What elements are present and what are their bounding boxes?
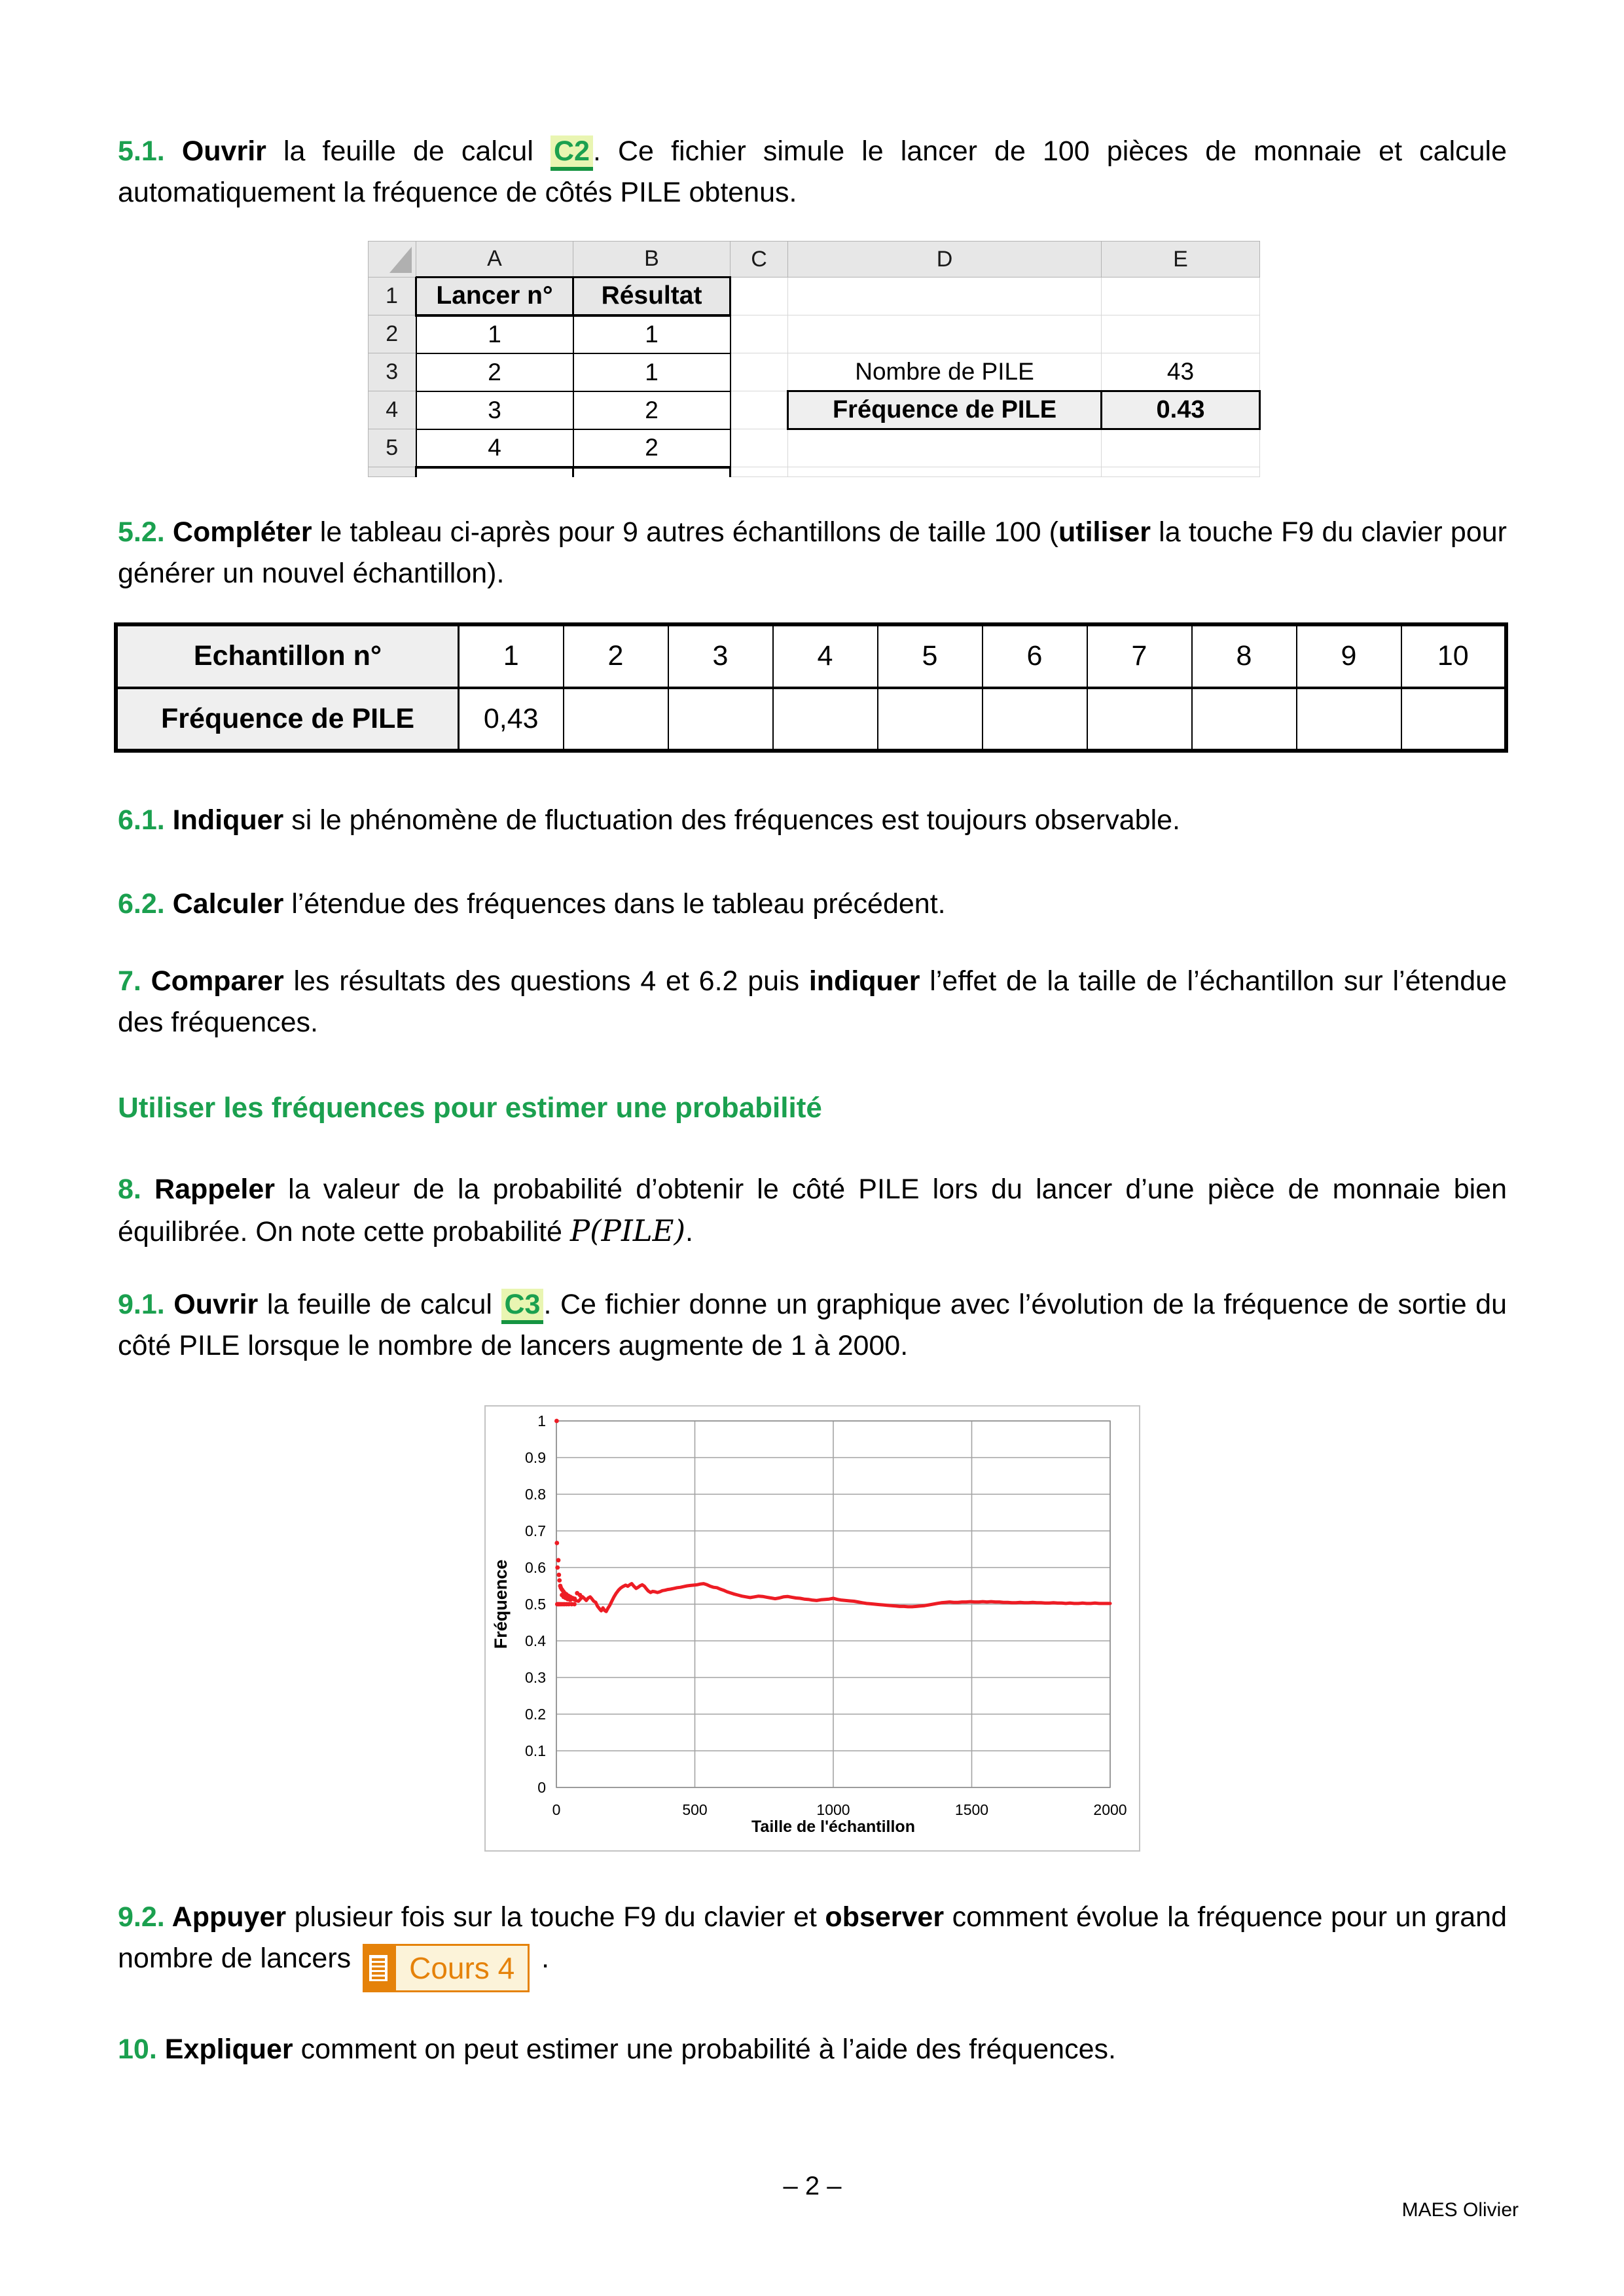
verb: observer (825, 1901, 945, 1933)
column-header-b: B (573, 242, 731, 278)
verb: Compléter (172, 516, 312, 548)
svg-text:0.8: 0.8 (525, 1486, 546, 1503)
frequency-value: 0,43 (459, 688, 564, 751)
x-axis-title: Taille de l'échantillon (751, 1818, 915, 1836)
author-name: MAES Olivier (1401, 2199, 1519, 2221)
question-number: 9.2. (118, 1901, 172, 1933)
cours4-badge[interactable] (363, 1944, 530, 1992)
frequency-value-empty[interactable] (1192, 688, 1297, 751)
sample-number: 2 (564, 625, 668, 688)
svg-text:0.7: 0.7 (525, 1522, 546, 1539)
frequency-value-empty[interactable] (773, 688, 878, 751)
sample-number: 9 (1297, 625, 1401, 688)
text: la valeur de la probabilité d’obtenir le côté PILE lors du lancer d’une pièce de monnaie bien équilibrée. On note cette probabilité (118, 1174, 1507, 1247)
text: . (685, 1216, 693, 1247)
text: le tableau ci-après pour 9 autres échantillons de taille 100 ( (312, 516, 1058, 548)
column-header-c: C (731, 242, 788, 278)
badge-label: Cours 4 (394, 1944, 530, 1992)
sample-number: 4 (773, 625, 878, 688)
column-header-a: A (416, 242, 573, 278)
text: si le phénomène de fluctuation des fréquences est toujours observable. (283, 804, 1180, 836)
verb: Expliquer (164, 2034, 293, 2065)
y-axis-title: Fréquence (491, 1559, 511, 1649)
svg-text:0.5: 0.5 (525, 1596, 546, 1613)
verb: utiliser (1058, 516, 1151, 548)
file-ref-c2[interactable]: C2 (550, 135, 593, 171)
cell-d3: Nombre de PILE (788, 353, 1102, 391)
chart-canvas (486, 1407, 1139, 1850)
text: comment on peut estimer une probabilité à l’aide des fréquences. (293, 2034, 1116, 2065)
svg-text:0.4: 0.4 (525, 1632, 546, 1649)
question-number: 6.1. (118, 804, 173, 836)
verb: Ouvrir (173, 1289, 259, 1320)
cell-a4: 3 (416, 391, 573, 429)
paragraph-5-1 (118, 131, 1507, 213)
verb: Rappeler (154, 1174, 276, 1205)
sample-number: 6 (983, 625, 1087, 688)
paragraph-6-1 (118, 800, 1507, 841)
cell-a1: Lancer n° (416, 278, 573, 315)
svg-text:1500: 1500 (954, 1801, 989, 1818)
paragraph-5-2 (118, 512, 1507, 594)
question-number: 8. (118, 1174, 155, 1205)
cell-b3: 1 (573, 353, 731, 391)
svg-text:0: 0 (552, 1801, 561, 1818)
column-header-e: E (1102, 242, 1260, 278)
question-number: 5.1. (118, 135, 182, 167)
cell-b2: 1 (573, 315, 731, 353)
frequency-chart (484, 1405, 1140, 1852)
row-header-4: 4 (369, 391, 416, 429)
plot-area (525, 1412, 1127, 1818)
cell-e4: 0.43 (1102, 391, 1260, 429)
question-number: 5.2. (118, 516, 173, 548)
question-number: 7. (118, 965, 151, 997)
frequency-value-empty[interactable] (983, 688, 1087, 751)
verb: Indiquer (172, 804, 284, 836)
paragraph-6-2 (118, 884, 1507, 925)
table-header-label: Echantillon n° (117, 625, 459, 688)
text: comment évolue la fréquence pour un grand nombre de lancers (118, 1901, 1507, 1974)
text: l’effet de la taille de l’échantillon sur l’étendue des fréquences. (118, 965, 1507, 1038)
svg-text:0.3: 0.3 (525, 1669, 546, 1686)
cell-b4: 2 (573, 391, 731, 429)
svg-text:1000: 1000 (816, 1801, 850, 1818)
sample-number: 5 (878, 625, 983, 688)
row-header-partial (369, 467, 416, 477)
select-all-corner (369, 242, 416, 278)
table-row-label: Fréquence de PILE (117, 688, 459, 751)
sample-number: 7 (1087, 625, 1192, 688)
verb: Appuyer (171, 1901, 287, 1933)
svg-text:1: 1 (537, 1412, 546, 1429)
text: la feuille de calcul (258, 1289, 501, 1320)
probability-notation: P(PILE) (569, 1213, 686, 1248)
document-icon (363, 1944, 394, 1992)
text: les résultats des questions 4 et 6.2 puis (283, 965, 809, 997)
svg-text:2000: 2000 (1093, 1801, 1127, 1818)
cell-d4: Fréquence de PILE (788, 391, 1102, 429)
text: la feuille de calcul (266, 135, 550, 167)
text: l’étendue des fréquences dans le tableau précédent. (283, 888, 946, 920)
paragraph-10 (118, 2029, 1507, 2070)
file-ref-c3[interactable]: C3 (501, 1289, 544, 1324)
text: plusieur fois sur la touche F9 du clavier et (286, 1901, 825, 1933)
question-number: 9.1. (118, 1289, 174, 1320)
svg-text:0: 0 (537, 1779, 546, 1796)
sample-number: 1 (459, 625, 564, 688)
cell-a3: 2 (416, 353, 573, 391)
paragraph-9-1 (118, 1284, 1507, 1367)
frequency-value-empty[interactable] (564, 688, 668, 751)
row-header-1: 1 (369, 278, 416, 315)
verb: Ouvrir (181, 135, 266, 167)
cell-b1: Résultat (573, 278, 731, 315)
question-number: 6.2. (118, 888, 173, 920)
paragraph-8 (118, 1169, 1507, 1253)
question-number: 10. (118, 2034, 165, 2065)
frequency-value-empty[interactable] (1297, 688, 1401, 751)
svg-text:0.6: 0.6 (525, 1559, 546, 1576)
cell-a5: 4 (416, 429, 573, 467)
row-header-2: 2 (369, 315, 416, 353)
corner-triangle-icon (389, 247, 412, 273)
svg-text:0.2: 0.2 (525, 1706, 546, 1723)
verb: Comparer (151, 965, 284, 997)
paragraph-9-2 (118, 1897, 1507, 1992)
cell-b5: 2 (573, 429, 731, 467)
frequency-value-empty[interactable] (1087, 688, 1192, 751)
text: . Ce fichier donne un graphique avec l’évolution de la fréquence de sortie du côté PILE lorsque le nombre de lancers augmente de 1 à 2000. (118, 1289, 1507, 1361)
row-header-3: 3 (369, 353, 416, 391)
text: la touche F9 du clavier pour générer un nouvel échantillon). (118, 516, 1507, 589)
svg-text:0.1: 0.1 (525, 1742, 546, 1759)
section-heading: Utiliser les fréquences pour estimer une probabilité (118, 1092, 822, 1124)
sample-number: 10 (1401, 625, 1506, 688)
cell-a2: 1 (416, 315, 573, 353)
frequency-value-empty[interactable] (1401, 688, 1506, 751)
paragraph-7 (118, 961, 1507, 1043)
verb: Calculer (172, 888, 284, 920)
svg-text:500: 500 (682, 1801, 708, 1818)
cell-e3: 43 (1102, 353, 1260, 391)
sample-number: 8 (1192, 625, 1297, 688)
page-number: – 2 – (783, 2172, 842, 2200)
row-header-5: 5 (369, 429, 416, 467)
svg-text:0.9: 0.9 (525, 1449, 546, 1466)
frequency-value-empty[interactable] (668, 688, 773, 751)
sample-number: 3 (668, 625, 773, 688)
samples-table (115, 623, 1507, 752)
column-header-d: D (788, 242, 1102, 278)
spreadsheet-figure (368, 241, 1261, 477)
verb: indiquer (808, 965, 920, 997)
text: . Ce fichier simule le lancer de 100 pièces de monnaie et calcule automatiquement la fréquence de côtés PILE obtenus. (118, 135, 1507, 208)
text: . (533, 1943, 550, 1974)
frequency-value-empty[interactable] (878, 688, 983, 751)
